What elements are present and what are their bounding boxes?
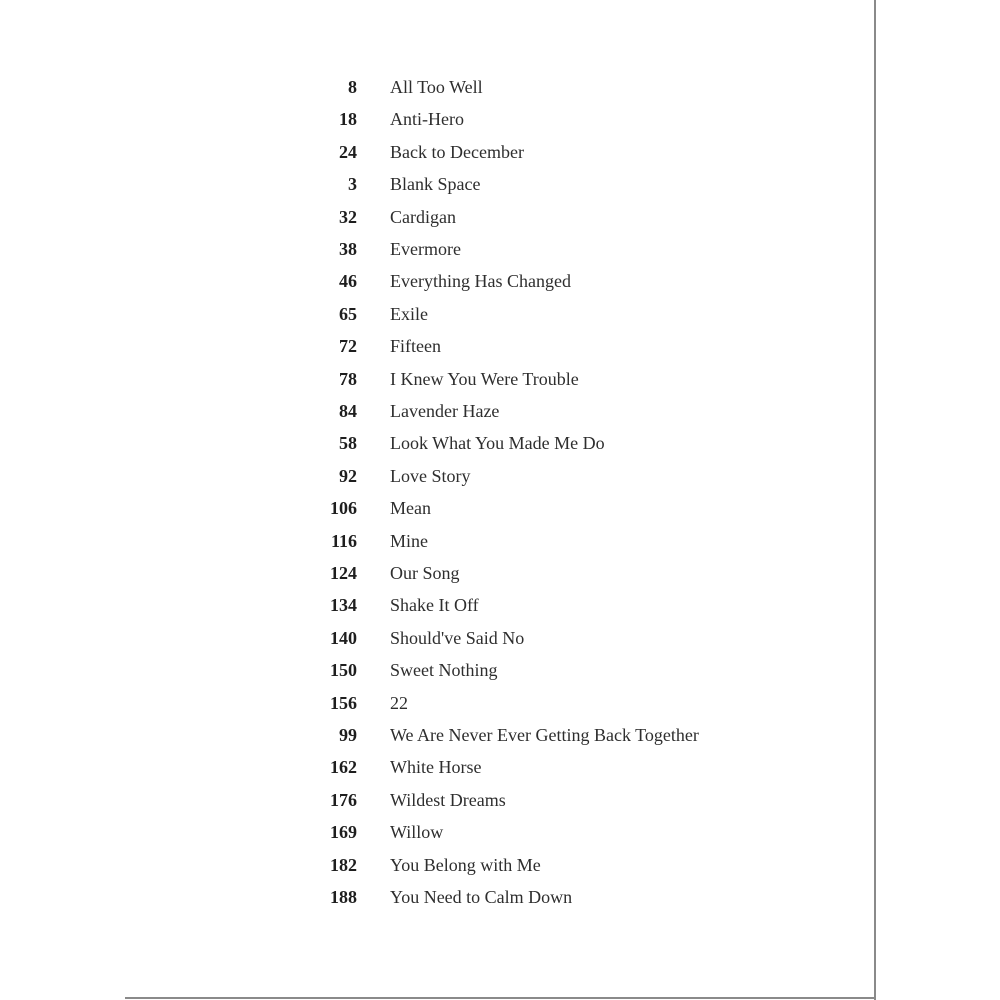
- toc-page-number: 24: [339, 141, 357, 162]
- toc-entry: [0, 784, 874, 816]
- toc-song-title: Sweet Nothing: [390, 660, 498, 681]
- page-edge-right: [874, 0, 876, 1000]
- toc-song-title: White Horse: [390, 757, 482, 778]
- toc-page-number: 188: [330, 887, 357, 907]
- toc-entry: [0, 492, 874, 524]
- toc-page-number: 140: [330, 627, 357, 648]
- toc-song-title: Shake It Off: [390, 595, 479, 616]
- toc-song-title: I Knew You Were Trouble: [390, 368, 579, 389]
- toc-song-title: Wildest Dreams: [390, 789, 506, 810]
- toc-entry: [0, 622, 874, 654]
- toc-page-number: 84: [339, 401, 357, 421]
- toc-entry: [0, 557, 874, 589]
- toc-song-title: You Belong with Me: [390, 854, 541, 875]
- toc-page-number: 182: [330, 854, 357, 875]
- toc-song-title: Should've Said No: [390, 627, 525, 648]
- toc-entry: [0, 363, 874, 395]
- toc-entry: [0, 330, 874, 362]
- toc-entry: [0, 136, 874, 168]
- toc-song-title: Mine: [390, 530, 428, 551]
- toc-entry: [0, 589, 874, 621]
- toc-page-number: 72: [339, 336, 357, 357]
- toc-song-title: Mean: [390, 498, 431, 519]
- toc-entry: [0, 816, 874, 848]
- toc-entry: [0, 298, 874, 330]
- toc-entry: [0, 525, 874, 557]
- toc-song-title: Fifteen: [390, 336, 441, 357]
- toc-page-number: 8: [348, 77, 357, 97]
- toc-entry: [0, 168, 874, 200]
- toc-entry: [0, 265, 874, 297]
- toc-song-title: Look What You Made Me Do: [390, 433, 605, 454]
- toc-song-title: Everything Has Changed: [390, 271, 571, 292]
- toc-entry: [0, 71, 874, 103]
- toc-page-number: 92: [339, 465, 357, 486]
- toc-page-number: 46: [339, 271, 357, 292]
- toc-page-number: 176: [330, 789, 357, 810]
- toc-song-title: Blank Space: [390, 174, 481, 195]
- toc-entry: [0, 751, 874, 783]
- page-edge-bottom: [125, 997, 876, 999]
- toc-song-title: Cardigan: [390, 206, 456, 227]
- toc-song-title: Back to December: [390, 141, 524, 162]
- toc-song-title: Our Song: [390, 563, 460, 583]
- toc-page-number: 3: [348, 174, 357, 195]
- toc-page-number: 65: [339, 303, 357, 324]
- toc-song-title: You Need to Calm Down: [390, 887, 573, 907]
- toc-entry: [0, 719, 874, 751]
- toc-entry: [0, 201, 874, 233]
- toc-song-title: All Too Well: [390, 77, 483, 97]
- toc-song-title: Willow: [390, 822, 444, 843]
- toc-page-number: 116: [330, 530, 357, 551]
- toc-entry: [0, 654, 874, 686]
- toc-page-number: 156: [330, 692, 357, 713]
- toc-page-number: 99: [339, 725, 357, 745]
- toc-entry: [0, 687, 874, 719]
- toc-page-number: 169: [330, 822, 357, 843]
- toc-entry: [0, 103, 874, 135]
- toc-song-title: Anti-Hero: [390, 109, 464, 130]
- toc-page-number: 124: [330, 563, 357, 583]
- toc-page-number: 32: [339, 206, 357, 227]
- toc-page-number: 38: [339, 239, 357, 259]
- toc-page-number: 150: [330, 660, 357, 681]
- toc-song-title: Evermore: [390, 239, 461, 259]
- toc-entry: [0, 395, 874, 427]
- toc-page-number: 106: [330, 498, 357, 519]
- toc-entry: [0, 233, 874, 265]
- toc-page-number: 58: [339, 433, 357, 454]
- toc-page-number: 162: [330, 757, 357, 778]
- toc-page-number: 18: [339, 109, 357, 130]
- toc-song-title: 22: [390, 692, 408, 713]
- toc-page-number: 134: [330, 595, 357, 616]
- toc-song-title: We Are Never Ever Getting Back Together: [390, 725, 699, 745]
- toc-entry: [0, 849, 874, 881]
- toc-song-title: Exile: [390, 303, 428, 324]
- toc-page-number: 78: [339, 368, 357, 389]
- toc-song-title: Love Story: [390, 465, 471, 486]
- toc-entry: [0, 427, 874, 459]
- toc-song-title: Lavender Haze: [390, 401, 500, 421]
- toc-entry: [0, 881, 874, 913]
- toc-entry: [0, 460, 874, 492]
